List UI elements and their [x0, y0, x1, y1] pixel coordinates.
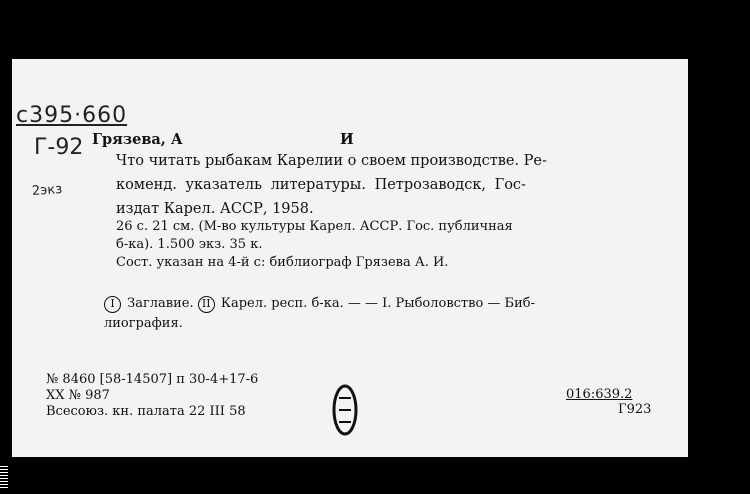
tracing-subjects-cont: лиография.: [104, 316, 183, 331]
tracing-subjects: Карел. респ. б-ка. — — I. Рыболовство — Биб-: [220, 296, 535, 311]
author-initial-mark: И: [340, 131, 354, 148]
registry-line-3: Всесоюз. кн. палата 22 III 58: [46, 404, 246, 419]
collation-line-2: б-ка). 1.500 экз. 35 к.: [116, 237, 263, 252]
classification-cutter: Г923: [618, 402, 652, 417]
collation-line-1: 26 с. 21 см. (М-во культуры Карел. АССР. Гос. публичная: [116, 219, 513, 234]
compiler-note: Сост. указан на 4-й с: библиограф Грязева А. И.: [116, 255, 449, 270]
tracings: [104, 295, 535, 313]
tracing-number-1: I: [104, 296, 121, 313]
film-edge: [0, 466, 8, 488]
author-mark: Г-92: [34, 135, 84, 160]
shelfmark: с395·660: [16, 103, 128, 128]
tracing-title: Заглавие.: [127, 296, 194, 311]
description-line-3: издат Карел. АССР, 1958.: [116, 201, 314, 217]
classification-udc: 016:639.2: [566, 387, 633, 402]
library-stamp: [332, 384, 358, 436]
handwritten-note: 2экз: [31, 181, 63, 200]
description-line-2: коменд. указатель литературы. Петрозаводск, Гос-: [116, 177, 526, 193]
registry-line-2: XX № 987: [46, 388, 110, 403]
registry-line-1: № 8460 [58-14507] п 30-4+17-6: [46, 372, 259, 387]
tracing-number-2: II: [198, 296, 215, 313]
description-line-1: Что читать рыбакам Карелии о своем производстве. Ре-: [116, 153, 547, 169]
author-heading: Грязева, А: [92, 131, 183, 148]
